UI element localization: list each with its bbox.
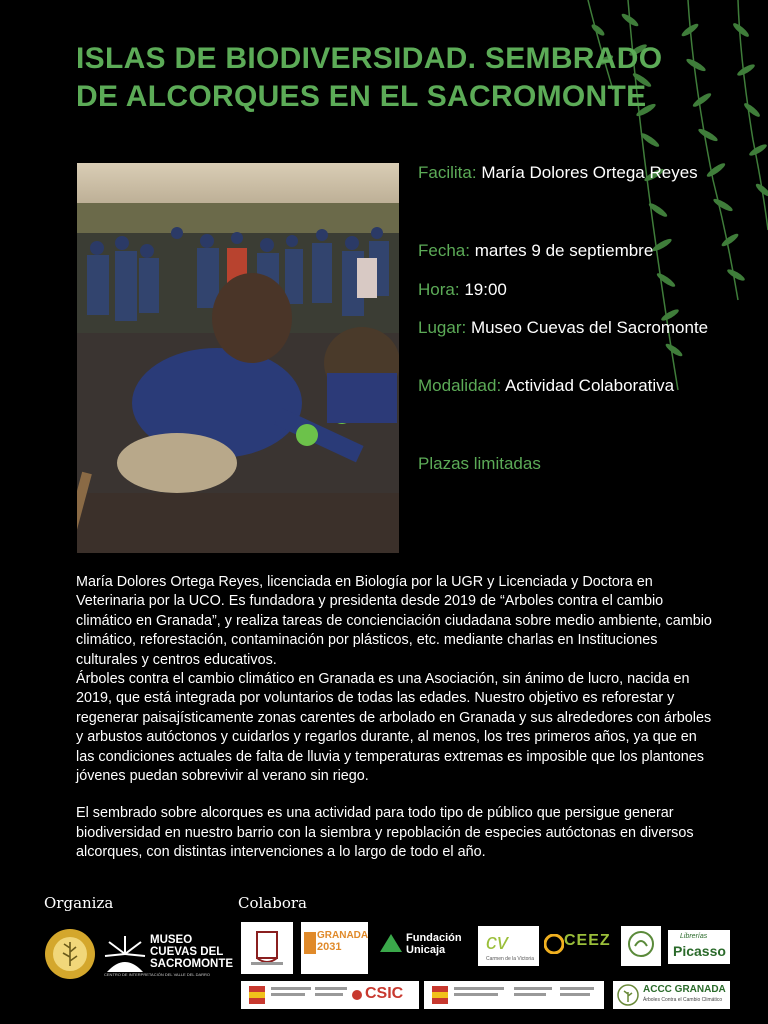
time-label: Hora: bbox=[418, 280, 460, 299]
place-row bbox=[418, 318, 718, 338]
ceez-text: CEEZ bbox=[564, 932, 611, 949]
granada-mark-icon bbox=[304, 932, 316, 954]
description-paragraph-activity: El sembrado sobre alcorques es una actividad para todo tipo de público que persigue generar biodiversidad en nuestro barrio con la siembra y repoblación de especies autóctonas en diversos alcorques, con distintas intervenciones a lo largo de todo el año. bbox=[76, 805, 694, 861]
alimentacion-ecologica-logo bbox=[621, 926, 661, 966]
picasso-text-2: Picasso bbox=[673, 943, 726, 959]
facilitator-row bbox=[418, 163, 718, 183]
modality-row bbox=[418, 376, 718, 396]
limited-places-note: Plazas limitadas bbox=[418, 454, 541, 473]
accc-text-2: Árboles Contra el Cambio Climático bbox=[643, 997, 723, 1003]
ceez-circle-icon bbox=[544, 934, 564, 954]
granada-2031-logo bbox=[301, 922, 368, 974]
university-logo bbox=[241, 922, 293, 974]
time-value: 19:00 bbox=[464, 280, 507, 299]
museo-sun-icon bbox=[103, 934, 147, 974]
event-photo bbox=[77, 163, 399, 553]
place-label: Lugar: bbox=[418, 318, 467, 337]
spain-crest-icon-2 bbox=[430, 984, 450, 1006]
granada-2031-text: GRANADA bbox=[317, 930, 368, 941]
museo-name-line2: CUEVAS DEL bbox=[150, 946, 224, 958]
museo-name-line3: SACROMONTE bbox=[150, 958, 234, 970]
tree-icon bbox=[617, 984, 639, 1006]
description bbox=[76, 573, 712, 863]
picasso-text-1: Librerías bbox=[680, 933, 708, 940]
description-paragraph-bio: María Dolores Ortega Reyes, licenciada en Biología por la UGR y Licenciada y Doctora en Veterinaria por la UCO. Es fundadora y presidenta desde 2019 de “Arboles contra el cambio climático en Granada”, y realiza tareas de concienciación ciudadana sobre medio ambiente, cambio climático, reforestación, contaminación por plásticos, etc. mediante charlas en Instituciones culturales y centros educativos. bbox=[76, 574, 712, 668]
ministerio-transicion-logo bbox=[424, 981, 604, 1009]
ceez-logo bbox=[544, 928, 612, 964]
csic-mark-icon bbox=[351, 989, 363, 1001]
description-paragraph-association: Árboles contra el cambio climático en Granada es una Asociación, sin ánimo de lucro, nacida en 2019, que está integrada por voluntarios de todas las edades. Nuestro objetivo es reforestar y regenerar paisajísticamente zonas carentes de arbolado en Granada y sus alrededores con árboles y arbustos autóctonos y cuidarlos y regarlos durante, al menos, los tres primeros años, ya que en las condiciones actuales de falta de lluvia y temperaturas extremas es imposible que los plantones jóvenes puedan sobrevivir al verano sin riego. bbox=[76, 671, 712, 785]
carmen-victoria-text: Carmen de la Victoria bbox=[486, 956, 534, 962]
modality-value: Actividad Colaborativa bbox=[504, 376, 675, 395]
carmen-victoria-glyph: cv bbox=[486, 929, 508, 954]
date-value: martes 9 de septiembre bbox=[474, 241, 654, 260]
facilitator-label: Facilita: bbox=[418, 163, 477, 182]
facilitator-value: María Dolores Ortega Reyes bbox=[481, 163, 698, 182]
granada-2031-year: 2031 bbox=[317, 941, 342, 953]
place-value: Museo Cuevas del Sacromonte bbox=[470, 318, 709, 337]
colabora-label: Colabora bbox=[238, 894, 307, 912]
eco-seal-icon bbox=[621, 926, 661, 966]
association-seal-logo bbox=[44, 928, 96, 980]
unicaja-text-1: Fundación bbox=[406, 932, 462, 944]
csic-ministry-logo bbox=[241, 981, 419, 1009]
librerias-picasso-logo bbox=[668, 930, 730, 964]
unicaja-text-2: Unicaja bbox=[406, 944, 446, 956]
time-row bbox=[418, 280, 718, 300]
carmen-victoria-logo bbox=[478, 926, 539, 966]
accc-text-1: ACCC GRANADA bbox=[643, 984, 726, 995]
date-row bbox=[418, 241, 718, 261]
spain-crest-icon bbox=[247, 984, 267, 1006]
museo-subtitle: CENTRO DE INTERPRETACIÓN DEL VALLE DEL DARRO bbox=[104, 972, 211, 977]
museo-logo-text bbox=[150, 934, 233, 970]
university-crest-icon bbox=[241, 922, 293, 974]
unicaja-leaf-icon bbox=[380, 934, 402, 952]
page-title: ISLAS DE BIODIVERSIDAD. SEMBRADO DE ALCORQUES EN EL SACROMONTE bbox=[76, 42, 663, 113]
accc-granada-logo bbox=[613, 981, 730, 1009]
museo-name-line1: MUSEO bbox=[150, 934, 193, 946]
organiza-label: Organiza bbox=[44, 894, 114, 912]
modality-label: Modalidad: bbox=[418, 376, 502, 395]
csic-text: CSIC bbox=[365, 985, 404, 1002]
date-label: Fecha: bbox=[418, 241, 470, 260]
